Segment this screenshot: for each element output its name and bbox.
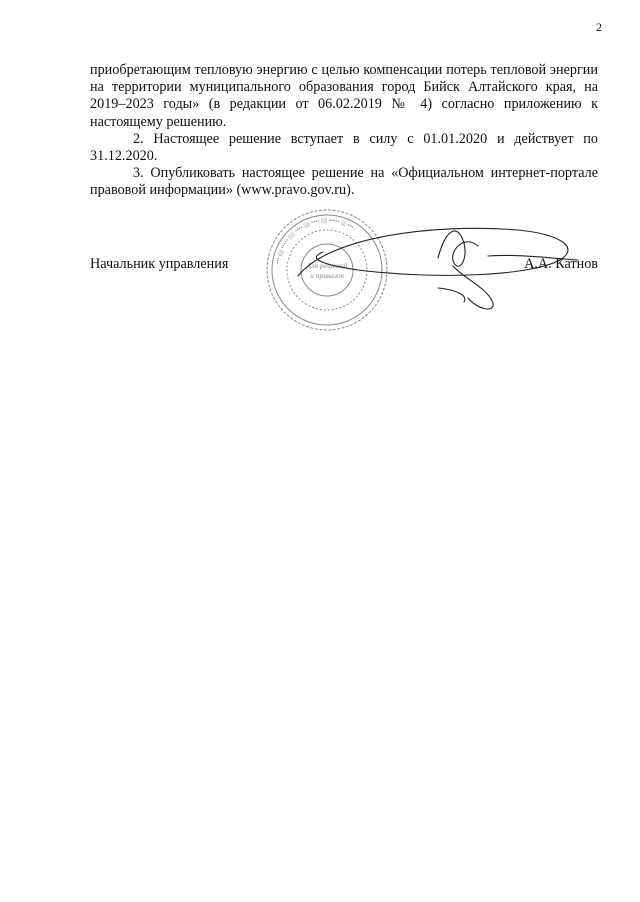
svg-text:••• ||||| ••••• |||||| •••• ||: ••• ||||| ••••• |||||| •••• ||||| •••• ||||| ••••• |||| •••	[275, 217, 355, 265]
signatory-name: А.А. Катнов	[524, 256, 598, 272]
document-body	[90, 62, 598, 200]
paragraph-publication: 3. Опубликовать настоящее решение на «Официальном интернет-портале правовой информации» (www.pravo.gov.ru).	[90, 165, 598, 199]
svg-text:Для решений: Для решений	[306, 261, 348, 270]
svg-text:и приказов: и приказов	[310, 271, 344, 280]
paragraph-continuation: приобретающим тепловую энергию с целью компенсации потерь тепловой энергии на территории муниципального образования город Бийск Алтайского края, на 2019–2023 годы» (в редакции от 06.02.2019 № 4) согласно приложению к настоящему решению.	[90, 62, 598, 130]
paragraph-effective-date: 2. Настоящее решение вступает в силу с 01.01.2020 и действует по 31.12.2020.	[90, 130, 598, 165]
signatory-title: Начальник управления	[90, 256, 229, 272]
page-number: 2	[596, 20, 602, 34]
